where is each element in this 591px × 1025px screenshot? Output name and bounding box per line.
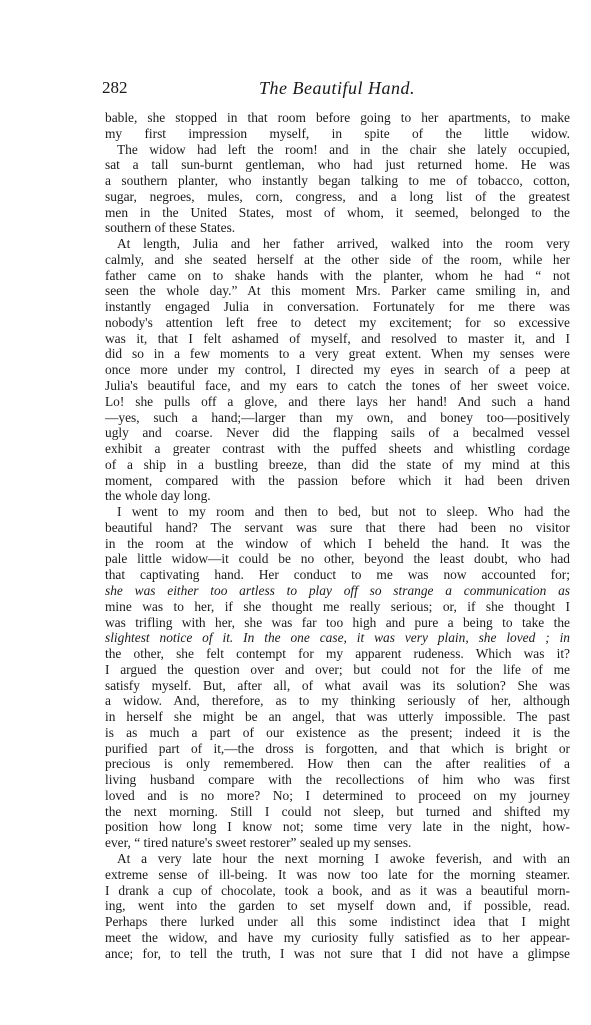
- text-line: position how long I know not; some time very late in the night, how-: [105, 819, 570, 835]
- text-line: was it, that I felt ashamed of myself, and resolved to master it, and I: [105, 330, 570, 346]
- text-line: living husband compare with the recollections of him who was first: [105, 772, 570, 788]
- text-line: Julia's beautiful face, and my ears to catch the tones of her sweet voice.: [105, 378, 570, 394]
- text-line: in herself she might be an angel, that was utterly impossible. The past: [105, 709, 570, 725]
- text-line: was trifling with her, she was far too high and pure a being to take the: [105, 614, 570, 630]
- text-line: I went to my room and then to bed, but not to sleep. Who had the: [117, 504, 570, 520]
- text-line: exhibit a greater contrast with the puffed sheets and whistling cordage: [105, 441, 570, 457]
- text-line: Perhaps there lurked under all this some indistinct idea that I might: [105, 914, 570, 930]
- text-line: meet the widow, and have my curiosity fully satisfied as to her appear-: [105, 929, 570, 945]
- text-line: seen the whole day.” At this moment Mrs. Parker came smiling in, and: [105, 283, 570, 299]
- text-line: she was either too artless to play off so strange a communication as: [105, 582, 570, 598]
- text-line: bable, she stopped in that room before going to her apartments, to make: [105, 110, 570, 125]
- text-line: that captivating hand. Her conduct to me was now accounted for;: [105, 567, 570, 583]
- text-line: At length, Julia and her father arrived, walked into the room very: [117, 236, 570, 252]
- text-line: nobody's attention left free to detect my excitement; for so excessive: [105, 314, 570, 330]
- text-line: men in the United States, most of whom, it seemed, belonged to the: [105, 204, 570, 220]
- text-line: extreme sense of ill-being. It was now too late for the morning steamer.: [105, 866, 570, 882]
- text-line: I argued the question over and over; but could not for the life of me: [105, 661, 570, 677]
- text-line: pale little widow—it could be no other, beyond the least doubt, who had: [105, 551, 570, 567]
- text-line: —yes, such a hand;—larger than my own, and boney too—positively: [105, 409, 570, 425]
- text-line: moment, compared with the passion before which it had been driven: [105, 472, 570, 488]
- text-line: loved and is no more? No; I determined to proceed on my journey: [105, 787, 570, 803]
- text-line: ing, went into the garden to set myself down and, if possible, read.: [105, 898, 570, 914]
- text-line: ever, “ tired nature's sweet restorer” sealed up my senses.: [105, 835, 412, 851]
- text-line: mine was to her, if she thought me really serious; or, if she thought I: [105, 598, 570, 614]
- text-line: once more under my control, I directed my eyes in search of a peep at: [105, 362, 570, 378]
- text-line: my first impression myself, in spite of the little widow.: [105, 125, 570, 141]
- page-number: 282: [102, 78, 128, 97]
- text-line: in the room at the window of which I beheld the hand. It was the: [105, 535, 570, 551]
- text-line: At a very late hour the next morning I awoke feverish, and with an: [117, 850, 570, 866]
- text-line: ugly and coarse. Never did the flapping sails of a becalmed vessel: [105, 425, 570, 441]
- text-line: calmly, and she seated herself at the other side of the room, while her: [105, 251, 570, 267]
- text-line: southern of these States.: [105, 220, 236, 236]
- text-line: sugar, negroes, mules, corn, congress, and a long list of the greatest: [105, 188, 570, 204]
- text-line: instantly engaged Julia in conversation. Fortunately for me there was: [105, 299, 570, 315]
- text-line: purified part of it,—the dross is forgotten, and that which is bright or: [105, 740, 570, 756]
- text-line: I drank a cup of chocolate, took a book, and as it was a beautiful morn-: [105, 882, 570, 898]
- text-line: the whole day long.: [105, 488, 211, 504]
- text-line: the next morning. Still I could not sleep, but turned and shifted my: [105, 803, 570, 819]
- text-line: precious is only remembered. How then can the after realities of a: [105, 756, 570, 772]
- text-line: of a ship in a bustling breeze, than did the state of my mind at this: [105, 456, 570, 472]
- page-header: [102, 78, 572, 100]
- body-text: [105, 110, 570, 961]
- text-line: a widow. And, therefore, as to my thinking seriously of her, although: [105, 693, 570, 709]
- text-line: the other, she felt contempt for my apparent rudeness. Which was it?: [105, 646, 570, 662]
- text-line: is as much a part of our existence as the present; indeed it is the: [105, 724, 570, 740]
- text-line: father came on to shake hands with the planter, whom he had “ not: [105, 267, 570, 283]
- text-line: The widow had left the room! and in the chair she lately occupied,: [117, 141, 570, 157]
- text-line: beautiful hand? The servant was sure that there had been no visitor: [105, 519, 570, 535]
- text-line: sat a tall sun-burnt gentleman, who had just returned home. He was: [105, 157, 570, 173]
- text-line: Lo! she pulls off a glove, and there lays her hand! And such a hand: [105, 393, 570, 409]
- text-line: satisfy myself. But, after all, of what avail was its solution? She was: [105, 677, 570, 693]
- running-title: The Beautiful Hand.: [259, 78, 415, 98]
- text-line: ance; for, to tell the truth, I was not sure that I did not have a glimpse: [105, 945, 570, 961]
- text-line: slightest notice of it. In the one case, it was very plain, she loved ; in: [105, 630, 570, 646]
- text-line: did so in a few moments to a very great extent. When my senses were: [105, 346, 570, 362]
- text-line: a southern planter, who instantly began talking to me of tobacco, cotton,: [105, 173, 570, 189]
